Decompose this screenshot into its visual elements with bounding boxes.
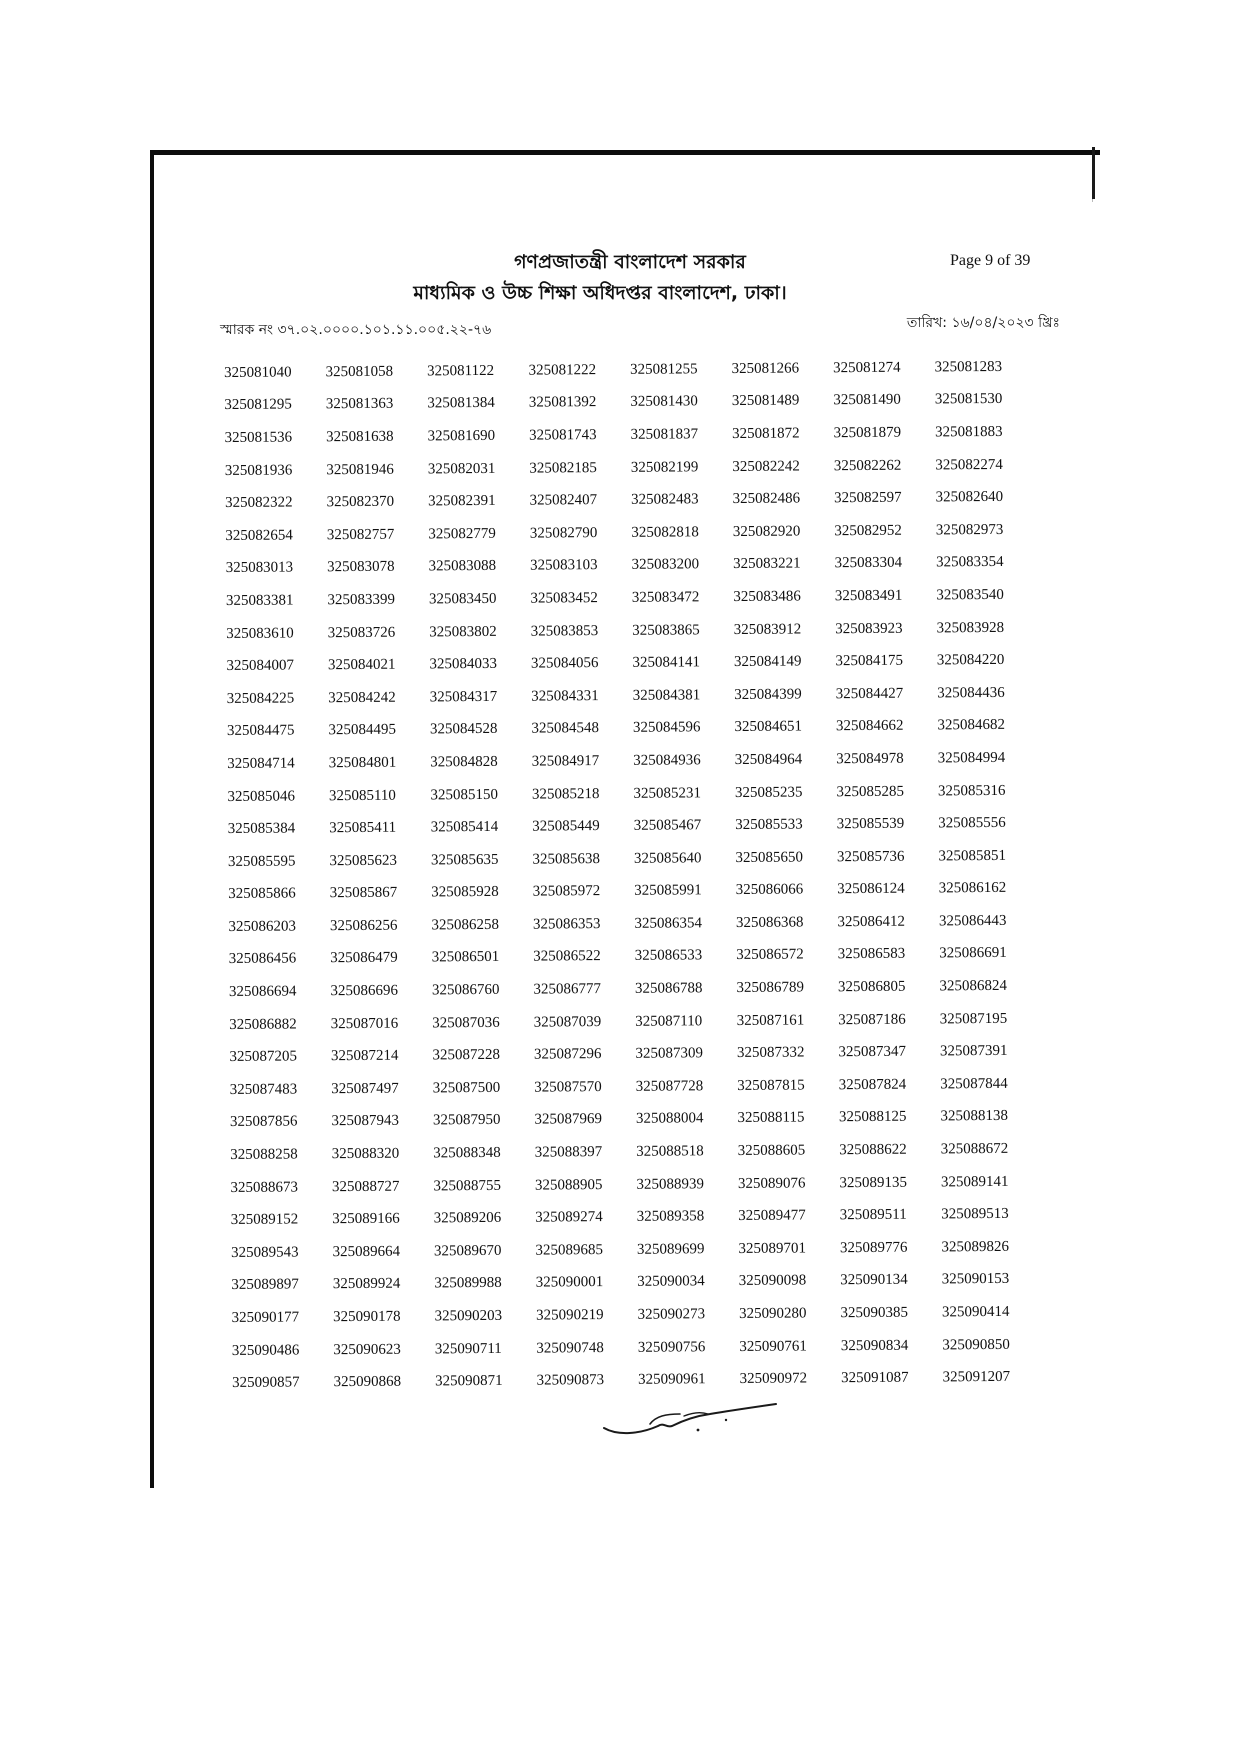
roll-number-cell: 325090873 — [536, 1372, 605, 1389]
roll-number-cell: 325085235 — [734, 783, 803, 801]
roll-number-cell: 325085595 — [227, 853, 296, 870]
roll-number-cell: 325082370 — [326, 493, 395, 511]
roll-number-cell: 325090280 — [738, 1305, 807, 1322]
roll-number-cell: 325086789 — [736, 979, 805, 997]
roll-number-cell: 325081743 — [529, 427, 597, 444]
roll-number-cell: 325090868 — [333, 1373, 402, 1391]
roll-number-cell: 325088672 — [940, 1140, 1009, 1158]
roll-number-cell: 325084475 — [226, 722, 295, 740]
roll-number-cell: 325089543 — [230, 1244, 299, 1261]
roll-number-cell: 325090178 — [332, 1308, 401, 1326]
roll-number-cell: 325089076 — [737, 1175, 806, 1192]
roll-number-cell: 325090414 — [941, 1303, 1010, 1321]
roll-number-cell: 325082973 — [935, 521, 1004, 539]
roll-number-cell: 325081690 — [427, 427, 496, 445]
roll-number-cell: 325090748 — [536, 1339, 604, 1357]
roll-number-cell: 325090134 — [840, 1272, 908, 1289]
roll-number-cell: 325085638 — [532, 850, 601, 868]
roll-number-cell: 325090486 — [231, 1342, 300, 1359]
roll-number-cell: 325089924 — [332, 1276, 401, 1293]
roll-number-cell: 325081490 — [833, 392, 901, 409]
roll-number-cell: 325086443 — [938, 912, 1007, 930]
roll-number-cell: 325086694 — [228, 983, 297, 1001]
roll-number-cell: 325084021 — [327, 656, 396, 674]
table-row — [232, 1361, 1044, 1400]
roll-number-cell: 325084596 — [632, 719, 701, 737]
roll-number-cell: 325082952 — [834, 522, 902, 539]
roll-number-cell: 325085736 — [836, 848, 905, 865]
roll-number-cell: 325084033 — [429, 656, 497, 673]
roll-number-cell: 325084175 — [835, 652, 903, 670]
roll-number-cell: 325082031 — [427, 460, 496, 477]
roll-number-cell: 325090972 — [739, 1370, 808, 1388]
roll-number-cell: 325087016 — [330, 1015, 399, 1032]
roll-number-cell: 325089135 — [839, 1174, 908, 1191]
roll-number-cell: 325084662 — [835, 718, 904, 735]
roll-number-cell: 325086479 — [330, 950, 398, 967]
roll-number-cell: 325090098 — [738, 1272, 807, 1290]
roll-number-cell: 325090001 — [535, 1274, 604, 1292]
roll-number-cell: 325083540 — [936, 586, 1004, 604]
roll-number-cell: 325089358 — [636, 1208, 705, 1226]
roll-number-cell: 325081879 — [833, 424, 902, 442]
page-number: Page 9 of 39 — [950, 252, 1031, 269]
roll-number-cell: 325086354 — [634, 915, 703, 932]
roll-number-cell: 325090871 — [434, 1373, 503, 1390]
roll-number-cell: 325084149 — [733, 653, 802, 671]
roll-number-cell: 325090203 — [434, 1307, 503, 1325]
roll-number-cell: 325087347 — [838, 1043, 907, 1061]
roll-number-cell: 325086572 — [736, 946, 804, 964]
roll-number-cell: 325089776 — [839, 1239, 908, 1257]
roll-number-cell: 325089477 — [738, 1207, 806, 1225]
roll-number-cell: 325088755 — [433, 1177, 502, 1195]
roll-number-cell: 325083450 — [428, 590, 497, 608]
roll-number-cell: 325088939 — [636, 1175, 705, 1193]
roll-number-cell: 325082920 — [732, 523, 801, 540]
roll-number-cell: 325087186 — [838, 1011, 906, 1028]
roll-number-cell: 325086203 — [228, 918, 297, 935]
roll-number-cell: 325089141 — [940, 1173, 1009, 1191]
roll-number-cell: 325089511 — [839, 1206, 907, 1224]
roll-number-cell: 325090850 — [942, 1336, 1010, 1353]
roll-number-cell: 325087205 — [229, 1048, 298, 1066]
roll-number-cell: 325084528 — [429, 721, 498, 738]
roll-number-cell: 325081384 — [427, 395, 495, 412]
roll-number-cell: 325090273 — [637, 1306, 706, 1323]
roll-number-cell: 325081837 — [630, 426, 699, 443]
roll-number-cell: 325087497 — [331, 1080, 399, 1098]
roll-number-cell: 325083452 — [530, 590, 598, 607]
roll-number-cell: 325082486 — [732, 490, 801, 508]
roll-number-cell: 325089166 — [332, 1210, 400, 1228]
roll-number-cell: 325085231 — [633, 784, 702, 802]
roll-number-cell: 325089274 — [535, 1209, 603, 1226]
roll-number-cell: 325085384 — [227, 820, 296, 838]
roll-number-cell: 325084964 — [734, 751, 803, 768]
roll-number-cell: 325081266 — [731, 360, 800, 377]
roll-number-cell: 325088397 — [534, 1144, 603, 1161]
roll-number-cell: 325090761 — [739, 1338, 807, 1355]
roll-number-cell: 325085867 — [329, 884, 398, 902]
roll-number-cell: 325081295 — [224, 396, 292, 414]
roll-number-cell: 325084714 — [227, 755, 295, 772]
roll-number-cell: 325086522 — [533, 948, 601, 966]
roll-number-cell: 325084436 — [937, 684, 1005, 702]
roll-number-cell: 325084994 — [937, 749, 1006, 767]
roll-number-cell: 325089826 — [941, 1238, 1010, 1256]
roll-number-cell: 325085539 — [836, 815, 905, 833]
roll-number-cell: 325088622 — [839, 1141, 907, 1159]
roll-number-cell: 325085046 — [227, 787, 296, 805]
roll-number-cell: 325086696 — [330, 982, 399, 1000]
roll-number-cell: 325085650 — [735, 849, 804, 866]
roll-number-cell: 325089206 — [433, 1210, 502, 1227]
roll-number-cell: 325090034 — [637, 1273, 705, 1291]
roll-number-cell: 325086824 — [939, 977, 1008, 995]
roll-number-cell: 325087824 — [838, 1076, 907, 1094]
roll-number-cell: 325084242 — [328, 689, 396, 706]
roll-number-cell: 325084548 — [531, 720, 599, 737]
roll-number-cell: 325087969 — [534, 1111, 603, 1129]
roll-number-cell: 325087039 — [533, 1013, 602, 1031]
roll-number-cell: 325083200 — [631, 556, 700, 574]
roll-number-cell: 325085316 — [937, 782, 1006, 799]
roll-number-cell: 325087570 — [534, 1078, 602, 1096]
roll-number-cell: 325083472 — [631, 589, 700, 606]
roll-number-cell: 325086256 — [329, 917, 398, 935]
roll-number-cell: 325083610 — [226, 625, 294, 642]
roll-number-cell: 325089664 — [332, 1243, 401, 1261]
roll-number-cell: 325085218 — [531, 785, 600, 803]
roll-number-cell: 325082654 — [225, 527, 293, 544]
roll-number-cell: 325089897 — [231, 1276, 299, 1294]
roll-number-cell: 325088348 — [433, 1144, 501, 1162]
roll-number-cell: 325082790 — [529, 524, 598, 542]
roll-number-cell: 325088320 — [331, 1145, 400, 1163]
roll-number-cell: 325089988 — [434, 1275, 502, 1292]
roll-number-cell: 325086162 — [938, 880, 1007, 897]
roll-number-cell: 325087943 — [331, 1113, 400, 1130]
roll-number-cell: 325081536 — [224, 429, 293, 446]
roll-number-cell: 325089701 — [738, 1240, 807, 1257]
roll-number-cell: 325090385 — [840, 1304, 909, 1322]
roll-number-cell: 325081222 — [528, 361, 597, 379]
roll-number-cell: 325084225 — [226, 690, 295, 707]
roll-number-cell: 325086882 — [229, 1016, 297, 1033]
roll-number-cell: 325088605 — [737, 1142, 806, 1160]
roll-number-cell: 325084936 — [633, 752, 701, 769]
roll-number-cell: 325090834 — [840, 1337, 909, 1354]
roll-number-cell: 325085411 — [329, 819, 397, 837]
roll-number-cell: 325082640 — [935, 489, 1004, 506]
roll-number-cell: 325084682 — [937, 717, 1005, 734]
roll-number-cell: 325081392 — [528, 394, 597, 411]
roll-number-cell: 325081883 — [935, 423, 1003, 441]
roll-number-cell: 325081122 — [427, 362, 495, 380]
roll-number-cell: 325086124 — [837, 880, 905, 898]
roll-number-cell: 325088138 — [940, 1108, 1009, 1125]
roll-number-cell: 325082322 — [225, 494, 293, 512]
roll-number-cell: 325090153 — [941, 1271, 1010, 1288]
roll-number-cell: 325086777 — [533, 981, 602, 998]
roll-number-cell: 325087500 — [432, 1079, 501, 1097]
document-date: তারিখ: ১৬/০৪/২০২৩ খ্রিঃ — [906, 315, 1060, 331]
roll-number-cell: 325090756 — [637, 1338, 706, 1356]
roll-number-cell: 325088905 — [534, 1176, 603, 1194]
roll-number-cell: 325089670 — [433, 1242, 502, 1260]
roll-number-cell: 325085110 — [328, 787, 396, 804]
roll-number-cell: 325081530 — [934, 391, 1003, 408]
roll-number-cell: 325082262 — [833, 457, 902, 474]
roll-number-cell: 325087195 — [939, 1010, 1008, 1028]
roll-number-cell: 325085928 — [431, 884, 499, 901]
roll-number-cell: 325091087 — [840, 1369, 909, 1387]
roll-number-cell: 325086805 — [837, 978, 906, 996]
roll-number-cell: 325090711 — [434, 1340, 502, 1357]
roll-number-cell: 325083078 — [327, 559, 395, 576]
roll-number-cell: 325082597 — [834, 489, 902, 507]
roll-number-cell: 325087161 — [736, 1012, 805, 1029]
roll-number-cell: 325088115 — [737, 1109, 805, 1127]
roll-number-cell: 325089685 — [535, 1241, 604, 1259]
roll-number-cell: 325090219 — [535, 1307, 604, 1324]
roll-number-cell: 325087309 — [635, 1045, 704, 1063]
roll-number-cell: 325081936 — [224, 462, 293, 479]
roll-number-cell: 325083853 — [530, 622, 599, 640]
roll-number-cell: 325084141 — [632, 654, 700, 671]
roll-number-cell: 325081274 — [833, 359, 901, 377]
roll-number-cell: 325085285 — [836, 783, 904, 800]
roll-number-cell: 325083491 — [834, 587, 903, 605]
roll-number-cell: 325088258 — [230, 1146, 298, 1164]
roll-number-cell: 325084917 — [531, 752, 600, 770]
roll-number-cell: 325085533 — [735, 816, 803, 834]
roll-number-cell: 325089513 — [941, 1206, 1009, 1223]
roll-number-cell: 325082242 — [732, 458, 800, 475]
roll-number-cell: 325083103 — [530, 557, 598, 574]
roll-number-cell: 325086353 — [532, 915, 601, 933]
roll-number-cell: 325088125 — [838, 1109, 907, 1126]
roll-number-cell: 325087110 — [635, 1012, 703, 1030]
scan-border-top — [150, 150, 1100, 155]
roll-number-cell: 325086368 — [735, 914, 804, 931]
roll-number-cell: 325086533 — [634, 947, 703, 965]
roll-number-cell: 325086412 — [837, 913, 906, 931]
roll-number-cell: 325082757 — [326, 526, 395, 543]
roll-number-cell: 325086788 — [634, 980, 703, 997]
roll-number-cell: 325082407 — [529, 492, 598, 509]
roll-number-cell: 325083013 — [225, 559, 294, 577]
roll-number-cell: 325083354 — [936, 554, 1004, 571]
roll-number-cell: 325087483 — [229, 1081, 298, 1098]
roll-number-cell: 325083912 — [733, 621, 802, 638]
roll-number-cell: 325084978 — [836, 750, 904, 768]
roll-number-cell: 325087844 — [940, 1075, 1008, 1093]
roll-number-cell: 325088727 — [331, 1178, 400, 1195]
roll-number-cell: 325084331 — [531, 687, 599, 705]
roll-number-cell: 325090857 — [231, 1374, 300, 1392]
roll-number-cell: 325085556 — [938, 814, 1006, 832]
roll-number-cell: 325081946 — [326, 461, 394, 478]
roll-number-cell: 325084056 — [530, 655, 599, 672]
roll-number-cell: 325083381 — [225, 592, 294, 609]
roll-number-cell: 325081040 — [224, 364, 292, 381]
roll-number-cell: 325081430 — [630, 393, 698, 411]
roll-number-cell: 325089152 — [230, 1211, 299, 1229]
roll-number-cell: 325090961 — [637, 1371, 706, 1388]
roll-number-cell: 325085150 — [430, 786, 499, 803]
roll-number-cell: 325081489 — [731, 392, 800, 410]
roll-number-cell: 325086760 — [431, 981, 500, 999]
memo-number: স্মারক নং ৩৭.০২.০০০০.১০১.১১.০০৫.২২-৭৬ — [220, 322, 492, 338]
roll-number-cell: 325085851 — [938, 847, 1007, 865]
roll-number-cell: 325083088 — [428, 558, 497, 575]
roll-number-cell: 325083221 — [733, 555, 801, 573]
roll-number-cell: 325083399 — [327, 591, 395, 609]
scan-edge-mark — [1092, 147, 1095, 199]
roll-number-cell: 325088004 — [635, 1110, 704, 1128]
roll-number-cell: 325087036 — [432, 1014, 500, 1032]
roll-number-cell: 325084427 — [835, 685, 904, 702]
roll-number-cell: 325081283 — [934, 358, 1003, 376]
roll-number-cell: 325082779 — [428, 525, 496, 543]
roll-number-cell: 325082199 — [630, 458, 699, 476]
government-title: গণপ্রজাতন্ত্রী বাংলাদেশ সরকার — [514, 251, 746, 273]
roll-number-cell: 325085640 — [633, 849, 702, 867]
roll-number-cell: 325082274 — [935, 456, 1003, 473]
roll-number-cell: 325087815 — [737, 1077, 805, 1094]
roll-number-cell: 325085449 — [532, 818, 600, 835]
roll-number-cell: 325086258 — [431, 916, 500, 934]
roll-number-cell: 325085414 — [430, 818, 499, 836]
roll-number-table — [224, 351, 1044, 1400]
roll-number-cell: 325084651 — [734, 718, 802, 736]
roll-number-cell: 325086691 — [939, 945, 1007, 962]
roll-number-cell: 325081255 — [630, 361, 698, 378]
roll-number-cell: 325083923 — [835, 620, 903, 637]
roll-number-cell: 325083928 — [936, 619, 1005, 636]
roll-number-cell: 325085467 — [633, 817, 702, 834]
roll-number-cell: 325087950 — [432, 1112, 501, 1129]
roll-number-cell: 325082185 — [529, 459, 597, 477]
roll-number-cell: 325083304 — [834, 555, 903, 572]
roll-number-cell: 325087296 — [533, 1046, 602, 1063]
roll-number-cell: 325085635 — [430, 851, 499, 869]
roll-number-cell: 325084399 — [734, 686, 802, 703]
roll-number-cell: 325086066 — [735, 881, 804, 899]
roll-number-cell: 325085972 — [532, 883, 601, 900]
roll-number-cell: 325090623 — [333, 1341, 401, 1358]
roll-number-cell: 325086501 — [431, 949, 500, 966]
roll-number-cell: 325081363 — [325, 396, 394, 413]
roll-number-cell: 325083865 — [632, 621, 700, 639]
roll-number-cell: 325084828 — [430, 753, 498, 771]
roll-number-cell: 325086583 — [837, 946, 906, 963]
roll-number-cell: 325081872 — [732, 425, 800, 442]
roll-number-cell: 325091207 — [942, 1369, 1011, 1386]
roll-number-cell: 325085991 — [634, 882, 702, 900]
roll-number-cell: 325087214 — [330, 1047, 399, 1065]
roll-number-cell: 325086456 — [228, 950, 297, 968]
roll-number-cell: 325088518 — [636, 1143, 704, 1160]
roll-number-cell: 325082391 — [428, 493, 496, 510]
roll-number-cell: 325087391 — [939, 1043, 1008, 1060]
roll-number-cell: 325082818 — [631, 524, 699, 541]
roll-number-cell: 325087856 — [229, 1113, 298, 1131]
roll-number-cell: 325090177 — [231, 1309, 300, 1326]
roll-number-cell: 325085866 — [228, 885, 296, 903]
roll-number-cell: 325087332 — [736, 1044, 805, 1062]
roll-number-cell: 325085623 — [329, 852, 398, 869]
scan-border-left — [150, 150, 154, 1488]
roll-number-cell: 325084381 — [632, 687, 701, 704]
roll-number-cell: 325084007 — [226, 657, 294, 675]
roll-number-cell: 325089699 — [636, 1241, 705, 1258]
roll-number-cell: 325084495 — [328, 721, 396, 739]
roll-number-cell: 325084317 — [429, 688, 498, 706]
roll-number-cell: 325081058 — [325, 363, 394, 380]
roll-number-cell: 325084801 — [328, 754, 397, 772]
scan-edge-mark-faint — [1092, 199, 1093, 202]
roll-number-cell: 325087728 — [635, 1078, 704, 1095]
roll-number-cell: 325081638 — [326, 428, 394, 446]
roll-number-cell: 325088673 — [230, 1179, 299, 1196]
roll-number-cell: 325087228 — [432, 1047, 501, 1064]
signature-icon — [600, 1402, 780, 1442]
roll-number-cell: 325083486 — [733, 588, 801, 605]
roll-number-cell: 325083802 — [429, 623, 497, 640]
roll-number-cell: 325082483 — [631, 491, 699, 508]
roll-number-cell: 325083726 — [327, 624, 396, 641]
roll-number-cell: 325084220 — [936, 652, 1005, 669]
directorate-title: মাধ্যমিক ও উচ্চ শিক্ষা অধিদপ্তর বাংলাদেশ, ঢাকা। — [413, 282, 787, 304]
